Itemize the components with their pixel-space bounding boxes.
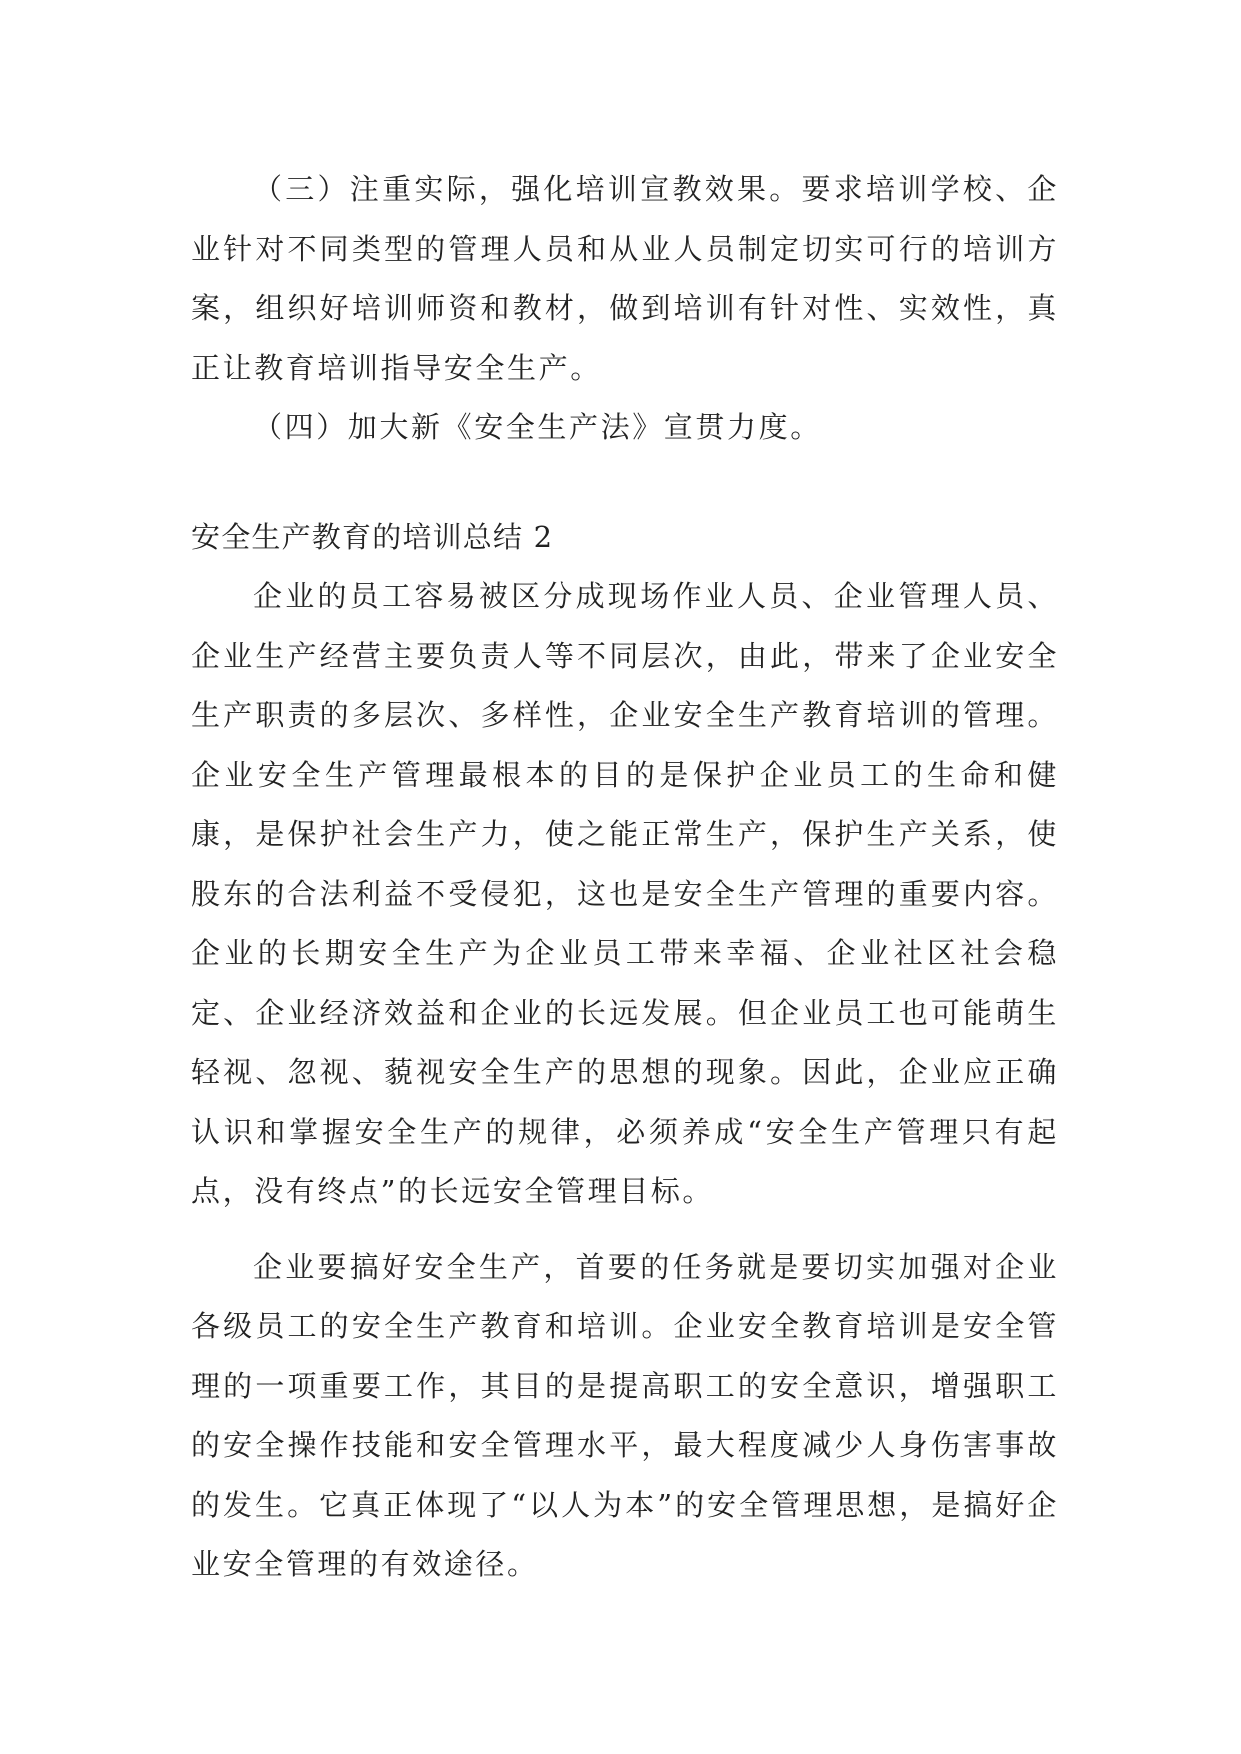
paragraph-body-1: 企业的员工容易被区分成现场作业人员、企业管理人员、企业生产经营主要负责人等不同层次，由此，带来了企业安全生产职责的多层次、多样性，企业安全生产教育培训的管理。企业安全生产管理最根本的目的是保护企业员工的生命和健康，是保护社会生产力，使之能正常生产，保护生产关系，使股东的合法利益不受侵犯，这也是安全生产管理的重要内容。企业的长期安全生产为企业员工带来幸福、企业社区社会稳定、企业经济效益和企业的长远发展。但企业员工也可能萌生轻视、忽视、藐视安全生产的思想的现象。因此，企业应正确认识和掌握安全生产的规律，必须养成“安全生产管理只有起点，没有终点”的长远安全管理目标。 (191, 579, 1059, 1208)
section-title: 安全生产教育的培训总结 2 (191, 519, 554, 554)
paragraph-body-2: 企业要搞好安全生产，首要的任务就是要切实加强对企业各级员工的安全生产教育和培训。企业安全教育培训是安全管理的一项重要工作，其目的是提高职工的安全意识，增强职工的安全操作技能和安全管理水平，最大程度减少人身伤害事故的发生。它真正体现了“以人为本”的安全管理思想，是搞好企业安全管理的有效途径。 (191, 1249, 1059, 1581)
paragraph-section-four: （四）加大新《安全生产法》宣贯力度。 (253, 410, 822, 444)
document-body (191, 160, 1059, 1595)
paragraph-spacer-2 (191, 1222, 1059, 1238)
paragraph-section-three: （三）注重实际，强化培训宣教效果。要求培训学校、企业针对不同类型的管理人员和从业人员制定切实可行的培训方案，组织好培训师资和教材，做到培训有针对性、实效性，真正让教育培训指导安全生产。 (191, 172, 1059, 385)
paragraph-spacer (191, 458, 1059, 508)
